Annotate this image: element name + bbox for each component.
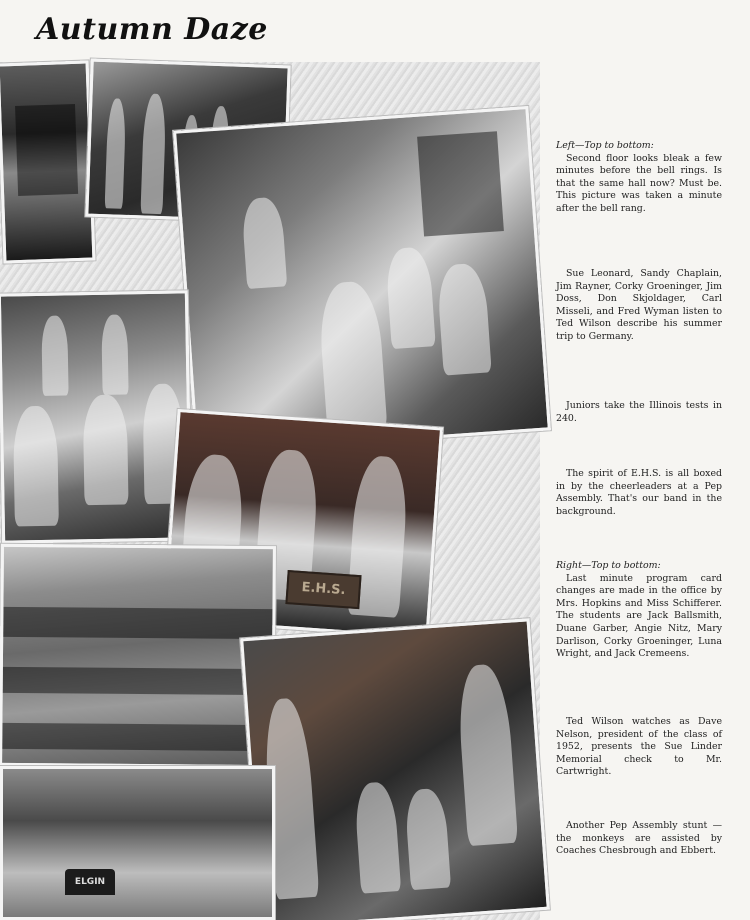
- caption-lead: Right—Top to bottom:: [556, 560, 661, 571]
- caption-text: The spirit of E.H.S. is all boxed in by the cheerleaders at a Pep Assembly. That's our band in the background.: [556, 468, 722, 517]
- page-title: Autumn Daze: [36, 12, 268, 47]
- caption-text: Second floor looks bleak a few minutes before the bell rings. Is that the same hall now? Must be. This picture was taken a minute after the bell rang.: [556, 152, 722, 214]
- caption-pep-assembly: [556, 468, 722, 518]
- caption-text: Last minute program card changes are made in the office by Mrs. Hopkins and Miss Schifferer. The students are Jack Ballsmith, Duane Garber, Angie Nitz, Mary Darlison, Corky Groeninger, Luna Wright, and Jack Cremeens.: [556, 572, 722, 660]
- caption-memorial-check: [556, 716, 722, 779]
- photo-gym-assembly: [0, 766, 275, 920]
- ehs-box-label: E.H.S.: [285, 570, 361, 609]
- caption-lead: Left—Top to bottom:: [556, 140, 654, 151]
- caption-juniors-tests: [556, 400, 722, 425]
- caption-program-changes: [556, 560, 722, 661]
- gym-sign: ELGIN: [65, 869, 115, 895]
- photo-juniors-taking-tests: [0, 544, 276, 768]
- caption-text: Juniors take the Illinois tests in 240.: [556, 400, 722, 424]
- photo-monkey-stunt: [240, 618, 550, 920]
- caption-students-listening: [556, 268, 722, 344]
- caption-text: Another Pep Assembly stunt — the monkeys are assisted by Coaches Chesbrough and Ebbert.: [556, 820, 722, 857]
- caption-monkey-stunt: [556, 820, 722, 858]
- photo-second-floor-hall: [0, 60, 95, 263]
- caption-text: Ted Wilson watches as Dave Nelson, president of the class of 1952, presents the Sue Linder Memorial check to Mr. Cartwright.: [556, 716, 722, 778]
- caption-second-floor: [556, 140, 722, 216]
- photo-program-card-changes: [173, 106, 551, 455]
- photo-students-listening: [0, 290, 192, 543]
- caption-text: Sue Leonard, Sandy Chaplain, Jim Rayner, Corky Groeninger, Jim Doss, Don Skjoldager, Carl Misseli, and Fred Wyman listen to Ted Wilson describe his summer trip to Germany.: [556, 268, 722, 342]
